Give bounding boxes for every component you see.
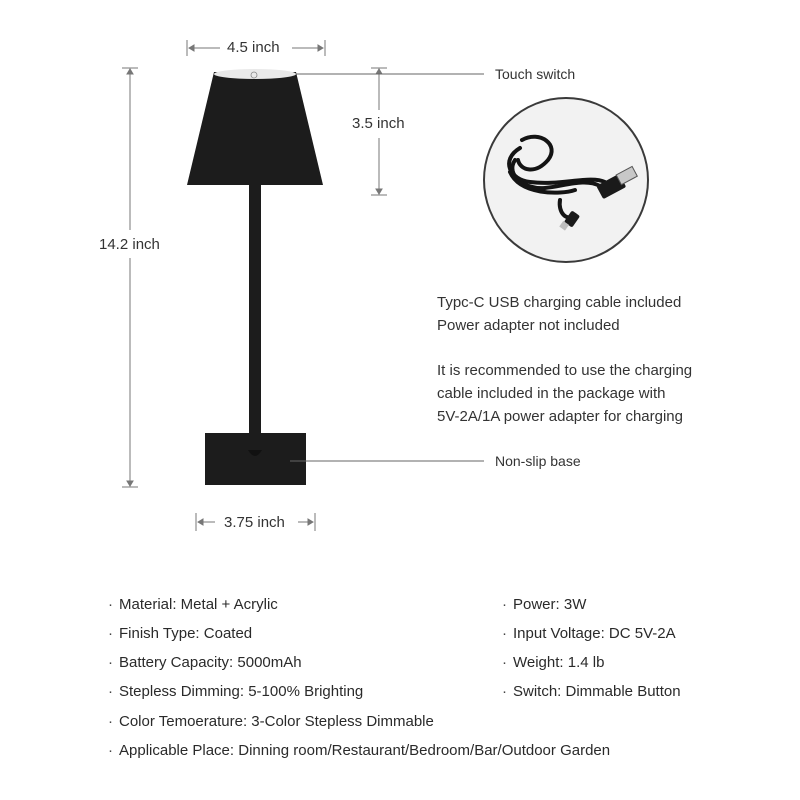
lamp-stem (249, 185, 261, 450)
lamp-base (205, 433, 306, 485)
spec-item: · Weight: 1.4 lb (502, 654, 605, 671)
cable-note-line: It is recommended to use the charging (437, 362, 693, 379)
base-width-label: 3.75 inch (224, 514, 285, 531)
touch-switch-label: Touch switch (495, 66, 576, 82)
cable-note-line: Power adapter not included (437, 317, 620, 334)
spec-item: · Color Temoerature: 3-Color Stepless Dimmable (108, 713, 434, 730)
spec-item: · Power: 3W (502, 596, 587, 613)
spec-item: · Input Voltage: DC 5V-2A (502, 625, 676, 642)
lamp-shade (187, 72, 323, 185)
spec-item: · Stepless Dimming: 5-100% Brighting (108, 683, 364, 700)
spec-item: · Battery Capacity: 5000mAh (108, 654, 302, 671)
cable-note-line: cable included in the package with (437, 385, 666, 402)
usb-cable-image (484, 98, 648, 262)
spec-item: · Finish Type: Coated (108, 625, 253, 642)
cable-note-line: Typc-C USB charging cable included (437, 294, 682, 311)
shade-height-label: 3.5 inch (352, 115, 405, 132)
spec-item: · Material: Metal + Acrylic (108, 596, 278, 613)
cable-note-line: 5V-2A/1A power adapter for charging (437, 408, 683, 425)
spec-item: · Applicable Place: Dinning room/Restaurant/Bedroom/Bar/Outdoor Garden (108, 742, 611, 759)
total-height-dimension (122, 68, 138, 487)
non-slip-base-label: Non-slip base (495, 453, 581, 469)
spec-item: · Switch: Dimmable Button (502, 683, 681, 700)
shade-width-label: 4.5 inch (227, 39, 280, 56)
total-height-label: 14.2 inch (99, 236, 160, 253)
